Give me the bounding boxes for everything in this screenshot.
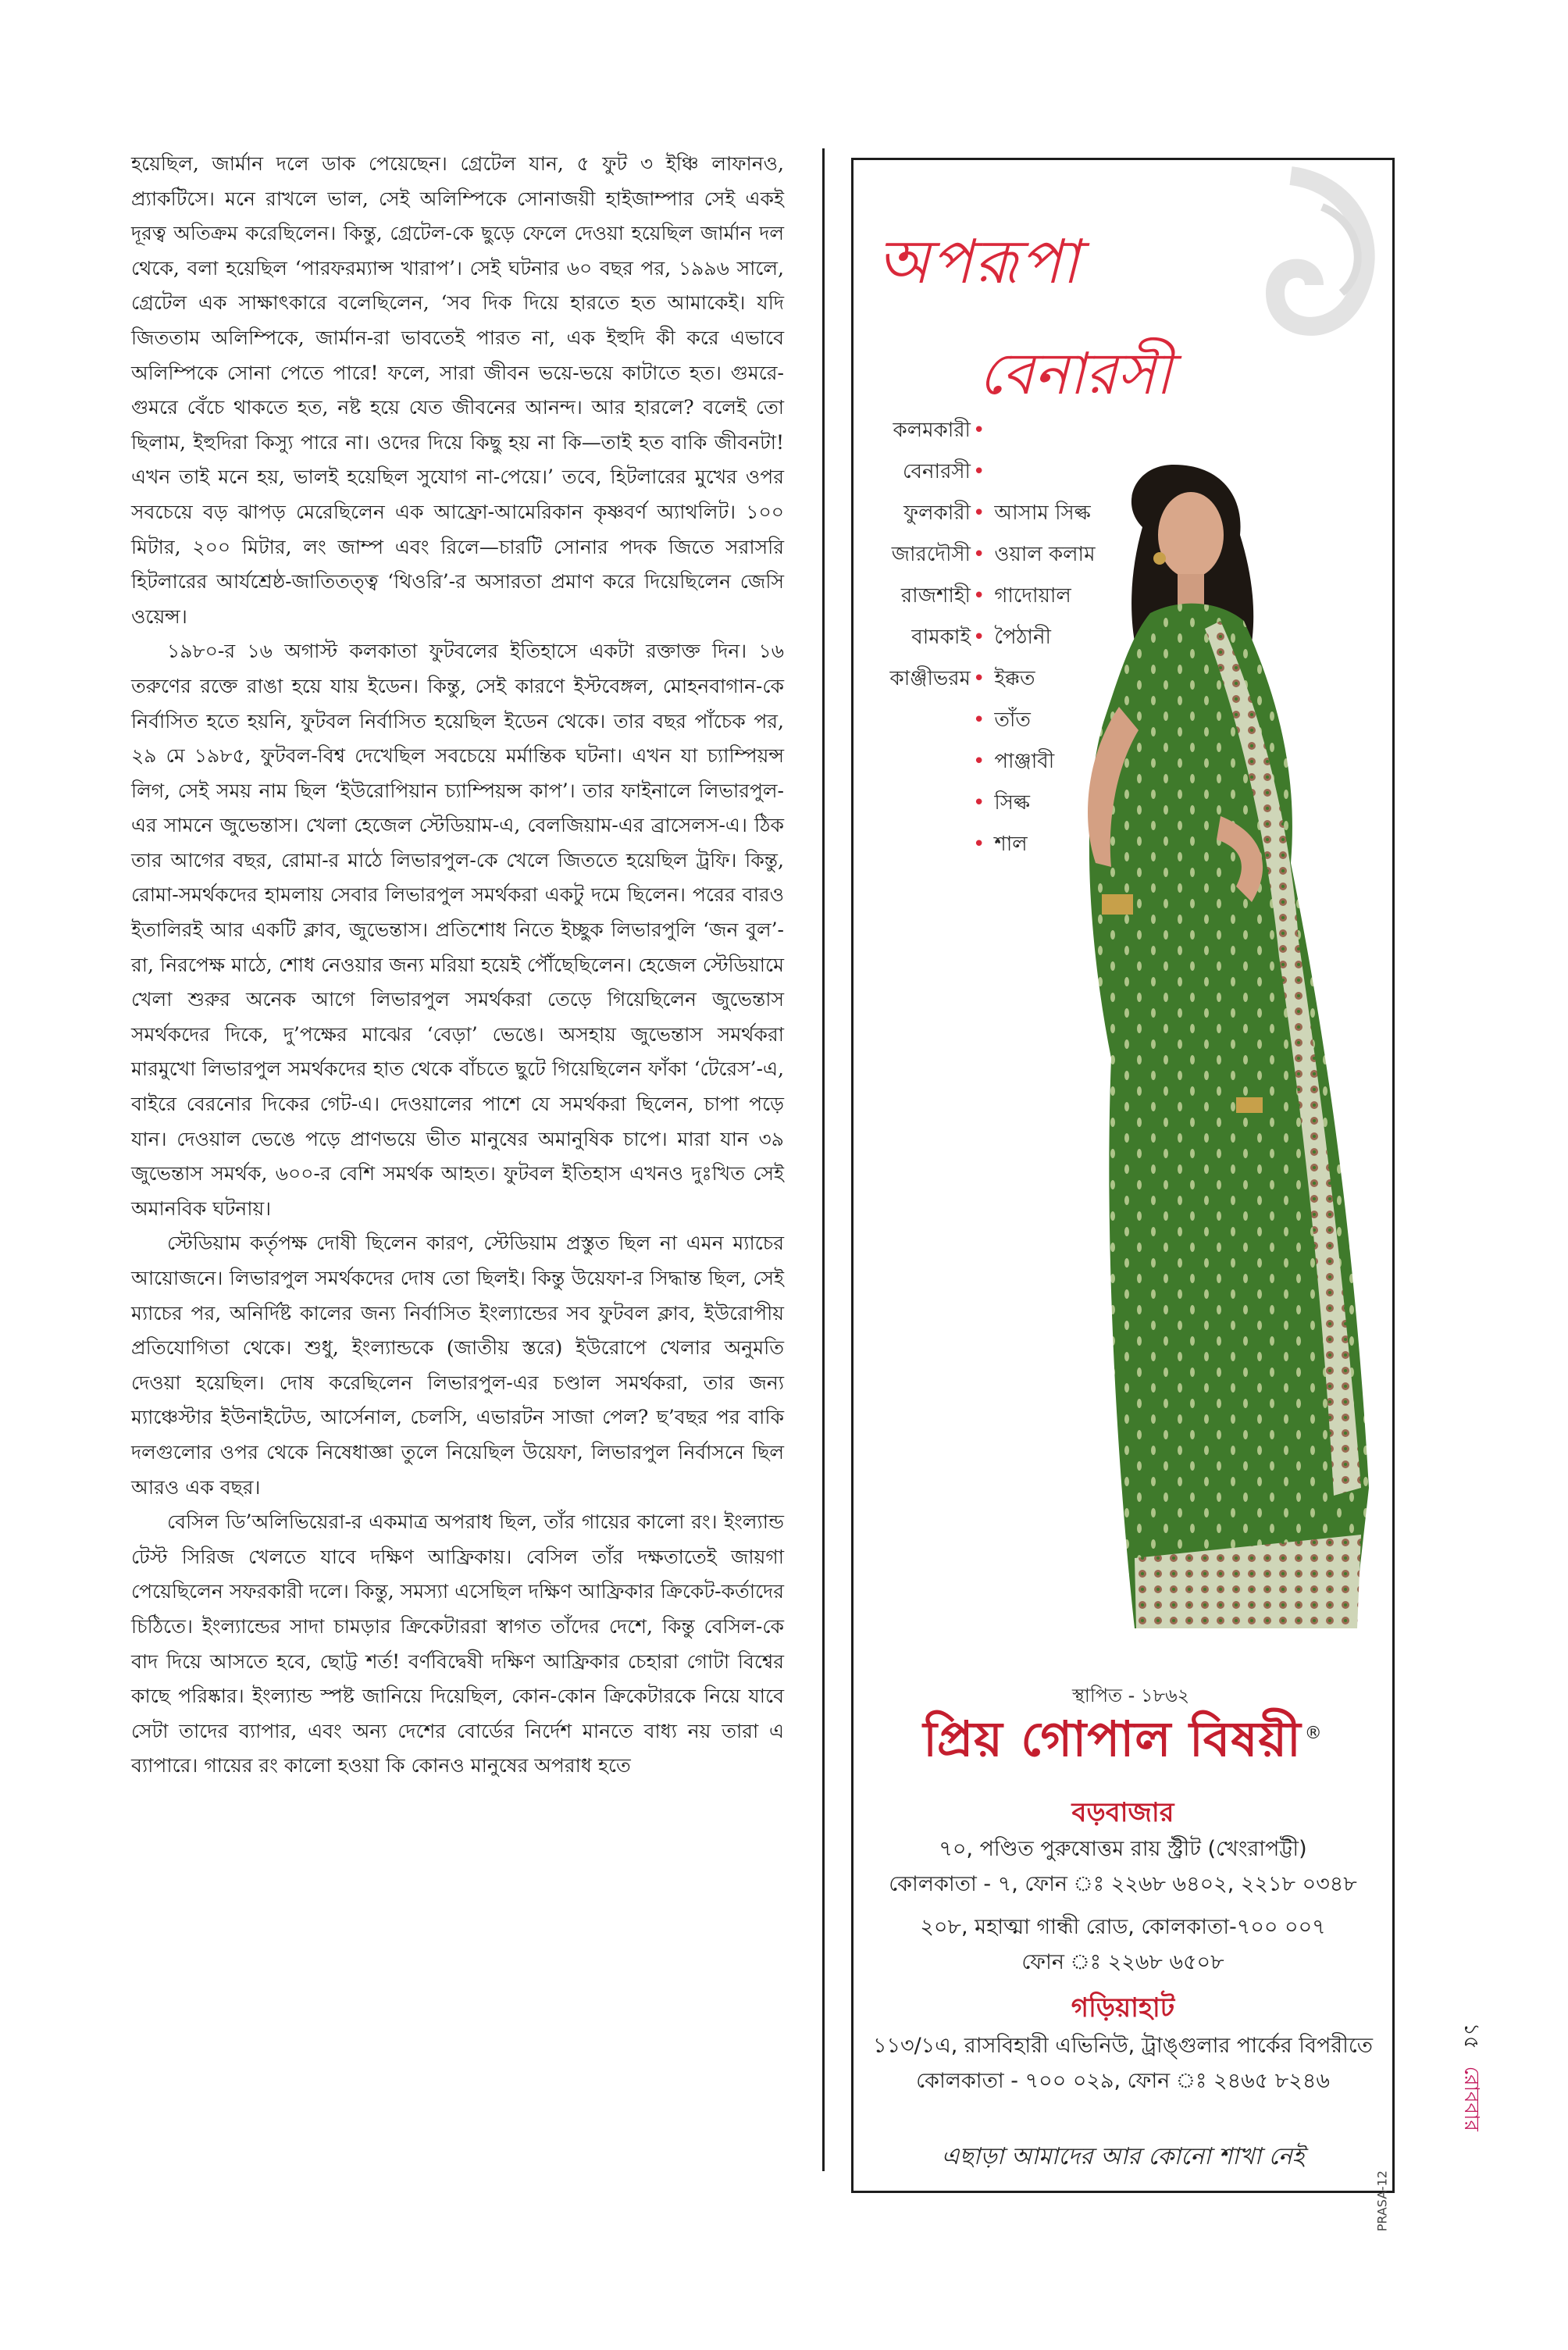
bullet-mark-icon: •: [973, 791, 985, 815]
fabric-bullet-row: [973, 700, 1129, 741]
fabric-item: বেনারসী: [903, 460, 971, 483]
bullet-mark-icon: •: [973, 460, 985, 483]
article-paragraph: স্টেডিয়াম কর্তৃপক্ষ দোষী ছিলেন কারণ, স্টেডিয়াম প্রস্তুত ছিল না এমন ম্যাচের আয়োজনে। লিভারপুল সমর্থকদের দোষ তো ছিলই। কিন্তু উয়েফা-র সিদ্ধান্ত ছিল, সেই ম্যাচের পর, অনির্দিষ্ট কালের জন্য নির্বাসিত ইংল্যান্ডের সব ফুটবল ক্লাব, ইউরোপীয় প্রতিযোগিতা থেকে। শুধু, ইংল্যান্ডকে (জাতীয় স্তরে) ইউরোপে খেলার অনুমতি দেওয়া হয়েছিল। দোষ করেছিলেন লিভারপুল-এর চণ্ডাল সমর্থকরা, তার জন্য ম্যাঞ্চেস্টার ইউনাইটেড, আর্সেনাল, চেলসি, এভারটন সাজা পেল? ছ’বছর পর বাকি দলগুলোর ওপর থেকে নিষেধাজ্ঞা তুলে নিয়েছিল উয়েফা, লিভারপুল নির্বাসনে ছিল আরও এক বছর।: [131, 1232, 784, 1499]
article-paragraph: বেসিল ডি’অলিভিয়েরা-র একমাত্র অপরাধ ছিল, তাঁর গায়ের কালো রং। ইংল্যান্ড টেস্ট সিরিজ খেলতে যাবে দক্ষিণ আফ্রিকায়। বেসিল তাঁর দক্ষতাতেই জায়গা পেয়েছিলেন সফরকারী দলে। কিন্তু, সমস্যা এসেছিল দক্ষিণ আফ্রিকার ক্রিকেট-কর্তাদের চিঠিতে। ইংল্যান্ডের সাদা চামড়ার ক্রিকেটাররা স্বাগত তাঁদের দেশে, কিন্তু বেসিল-কে বাদ দিয়ে আসতে হবে, ছোট্ট শর্ত! বর্ণবিদ্বেষী দক্ষিণ আফ্রিকার চেহারা গোটা বিশ্বের কাছে পরিষ্কার। ইংল্যান্ড স্পষ্ট জানিয়ে দিয়েছিল, কোন-কোন ক্রিকেটারকে নিয়ে যাবে সেটা তাদের ব্যাপার, এবং অন্য দেশের বোর্ডের নির্দেশ মানতে বাধ্য নয় তারা এ ব্যাপারে। গায়ের রং কালো হওয়া কি কোনও মানুষের অপরাধ হতে: [131, 1510, 784, 1778]
fabric-bullet-row: [973, 451, 1129, 493]
address-line: কোলকাতা - ৭০০ ০২৯, ফোন ঃ ২৪৬৫ ৮২৪৬: [916, 2069, 1330, 2093]
fabric-bullet-row: [973, 783, 1129, 824]
article-column: [131, 147, 784, 2193]
agency-code: PRASA-12: [1374, 2170, 1389, 2232]
saree-advertisement: [851, 158, 1395, 2232]
fabric-item: গাদোয়াল: [994, 584, 1071, 608]
magazine-name: রোববার: [1459, 2066, 1483, 2131]
shop-name: [853, 1703, 1392, 1783]
bullet-mark-icon: •: [973, 501, 985, 525]
address-line: ফোন ঃ ২২৬৮ ৬৫০৮: [1021, 1950, 1224, 1974]
brand-line-1: অপরূপা: [877, 227, 1081, 298]
fabric-bullet-row: [973, 410, 1129, 451]
bullet-mark-icon: •: [973, 708, 985, 732]
registered-mark: ®: [1304, 1724, 1323, 1744]
fabric-bullet-row: [973, 741, 1129, 783]
address-line: ২০৮, মহাত্মা গান্ধী রোড, কোলকাতা-৭০০ ০০৭: [920, 1915, 1326, 1939]
fabric-list-left: [853, 410, 971, 700]
fabric-item: কলমকারী: [893, 419, 971, 442]
fabric-list-right: [973, 410, 1129, 865]
fabric-bullet-row: [973, 617, 1129, 658]
page-footer: [1453, 2023, 1488, 2131]
no-other-branch-tagline: এছাড়া আমাদের আর কোনো শাখা নেই: [941, 2143, 1305, 2170]
fabric-item: রাজশাহী: [900, 584, 971, 608]
bullet-mark-icon: •: [973, 750, 985, 773]
address-line: কোলকাতা - ৭, ফোন ঃ ২২৬৮ ৬৪০২, ২২১৮ ০৩৪৮: [889, 1872, 1357, 1896]
fabric-bullet-row: [973, 493, 1129, 534]
fabric-bullet-row: [973, 576, 1129, 617]
fabric-item: ইক্কত: [994, 667, 1035, 690]
fabric-bullet-row: [973, 824, 1129, 865]
fabric-item: তাঁত: [994, 708, 1031, 732]
fabric-item: পাঞ্জাবী: [994, 750, 1055, 773]
article-paragraph: হয়েছিল, জার্মান দলে ডাক পেয়েছেন। গ্রেটেল যান, ৫ ফুট ৩ ইঞ্চি লাফানও, প্র্যাকটিসে। মনে রাখলে ভাল, সেই অলিম্পিকে সোনাজয়ী হাইজাম্পার সেই একই দূরত্ব অতিক্রম করেছিলেন। কিন্তু, গ্রেটেল-কে ছুড়ে ফেলে দেওয়া হয়েছিল জার্মান দল থেকে, বলা হয়েছিল ‘পারফরম্যান্স খারাপ’। সেই ঘটনার ৬০ বছর পর, ১৯৯৬ সালে, গ্রেটেল এক সাক্ষাৎকারে বলেছিলেন, ‘সব দিক দিয়ে হারতে হত আমাকেই। যদি জিততাম অলিম্পিকে, জার্মান-রা ভাবতেই পারত না, এক ইহুদি কী করে এভাবে অলিম্পিকে সোনা পেতে পারে! ফলে, সারা জীবন ভয়ে-ভয়ে কাটাতে হত। গুমরে-গুমরে বেঁচে থাকতে হত, নষ্ট হয়ে যেত জীবনের আনন্দ। আর হারলে? বলেই তো ছিলাম, ইহুদিরা কিস্যু পারে না। ওদের দিয়ে কিছু হয় না কি—তাই হত বাকি জীবনটা! এখন তাই মনে হয়, ভালই হয়েছিল সুযোগ না-পেয়ে।’ তবে, হিটলারের মুখের ওপর সবচেয়ে বড় ঝাপড় মেরেছিলেন এক আফ্রো-আমেরিকান কৃষ্ণবর্ণ অ্যাথলিট। ১০০ মিটার, ২০০ মিটার, লং জাম্প এবং রিলে—চারটি সোনার পদক জিতে সরাসরি হিটলারের আর্যশ্রেষ্ঠ-জাতিতত্ত্ব ‘থিওরি’-র অসারতা প্রমাণ করে দিয়েছিলেন জেসি ওয়েন্স।: [131, 152, 784, 628]
fabric-bullet-row: [973, 658, 1129, 700]
fabric-item: কাঞ্জীভরম: [889, 667, 971, 690]
established-year: স্থাপিত - ১৮৬২: [1072, 1685, 1190, 1706]
shop-name-text: প্রিয় গোপাল বিষয়ী: [923, 1710, 1302, 1767]
brand-line-2: বেনারসী: [978, 341, 1172, 408]
column-divider: [822, 148, 825, 2171]
bullet-mark-icon: •: [973, 667, 985, 690]
fabric-bullet-row: [973, 534, 1129, 576]
article-paragraph: ১৯৮০-র ১৬ অগাস্ট কলকাতা ফুটবলের ইতিহাসে একটা রক্তাক্ত দিন। ১৬ তরুণের রক্তে রাঙা হয়ে যায় ইডেন। কিন্তু, সেই কারণে ইস্টবেঙ্গল, মোহনবাগান-কে নির্বাসিত হতে হয়নি, ফুটবল নির্বাসিত হয়েছিল ইডেন থেকে। তার বছর পাঁচেক পর, ২৯ মে ১৯৮৫, ফুটবল-বিশ্ব দেখেছিল সবচেয়ে মর্মান্তিক ঘটনা। এখন যা চ্যাম্পিয়ন্স লিগ, সেই সময় নাম ছিল ‘ইউরোপিয়ান চ্যাম্পিয়ন্স কাপ’। তার ফাইনালে লিভারপুল-এর সামনে জুভেন্তাস। খেলা হেজেল স্টেডিয়াম-এ, বেলজিয়াম-এর ব্রাসেলস-এ। ঠিক তার আগের বছর, রোমা-র মাঠে লিভারপুল-কে খেলে জিততে হয়েছিল ট্রফি। কিন্তু, রোমা-সমর্থকদের হামলায় সেবার লিভারপুল সমর্থকরা একটু দমে ছিলেন। পরের বারও ইতালিরই আর একটি ক্লাব, জুভেন্তাস। প্রতিশোধ নিতে ইচ্ছুক লিভারপুলি ‘জন বুল’-রা, নিরপেক্ষ মাঠে, শোধ নেওয়ার জন্য মরিয়া হয়েই পৌঁছেছিলেন। হেজেল স্টেডিয়ামে খেলা শুরুর অনেক আগে লিভারপুল সমর্থকরা তেড়ে গিয়েছিলেন জুভেন্তাস সমর্থকদের দিকে, দু’পক্ষের মাঝের ‘বেড়া’ ভেঙে। অসহায় জুভেন্তাস সমর্থকরা মারমুখো লিভারপুল সমর্থকদের হাত থেকে বাঁচতে ছুটে গিয়েছিলেন ফাঁকা ‘টেরেস’-এ, বাইরে বেরনোর দিকের গেট-এ। দেওয়ালের পাশে যে সমর্থকরা ছিলেন, চাপা পড়ে যান। দেওয়াল ভেঙে পড়ে প্রাণভয়ে ভীত মানুষের অমানুষিক চাপে। মারা যান ৩৯ জুভেন্তাস সমর্থক, ৬০০-র বেশি সমর্থক আহত। ফুটবল ইতিহাস এখনও দুঃখিত সেই অমানবিক ঘটনায়।: [131, 640, 784, 1220]
fabric-item: জারদৌসী: [891, 543, 971, 566]
bullet-mark-icon: •: [973, 543, 985, 566]
bullet-mark-icon: •: [973, 584, 985, 608]
address-line: ১১৩/১এ, রাসবিহারী এভিনিউ, ট্রাঙ্গুলার পার্কের বিপরীতে: [872, 2034, 1373, 2058]
bullet-mark-icon: •: [973, 419, 985, 442]
fabric-item: আসাম সিল্ক: [994, 501, 1091, 525]
bullet-mark-icon: •: [973, 626, 985, 649]
fabric-item: ফুলকারী: [903, 501, 971, 525]
page-number: ১৫: [1459, 2023, 1483, 2049]
address-line: ৭০, পণ্ডিত পুরুষোত্তম রায় স্ট্রীট (খেংরাপট্টী): [939, 1837, 1307, 1861]
bullet-mark-icon: •: [973, 833, 985, 856]
fabric-item: ওয়াল কলাম: [994, 543, 1096, 566]
fabric-item: পৈঠানী: [994, 626, 1051, 649]
fabric-item: বামকাই: [911, 626, 971, 649]
branch-name-barabazar: বড়বাজার: [1071, 1797, 1174, 1828]
branch-name-gariahat: গড়িয়াহাট: [1071, 1992, 1175, 2024]
fabric-item: সিল্ক: [994, 791, 1030, 815]
fabric-item: শাল: [994, 833, 1028, 856]
